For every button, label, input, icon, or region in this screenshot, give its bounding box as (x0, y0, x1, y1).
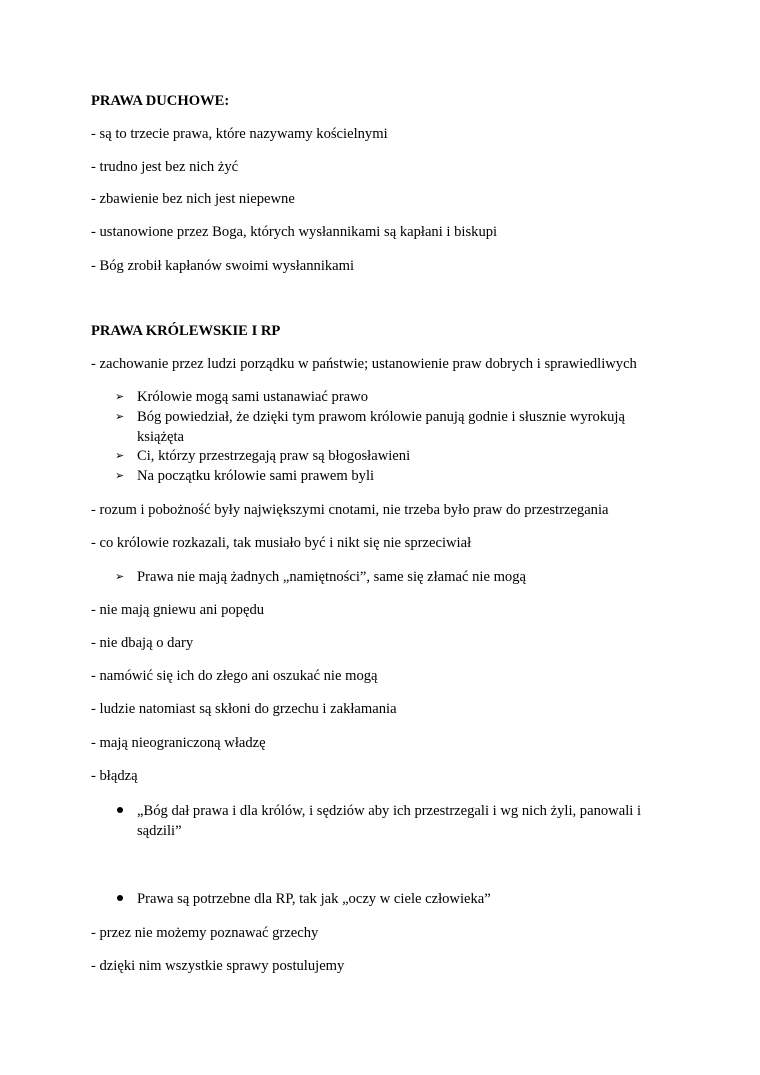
list-item: - Bóg zrobił kapłanów swoimi wysłannikami (91, 258, 355, 274)
arrow-list-text: Na początku królowie sami prawem byli (137, 468, 375, 484)
arrowhead-bullet-icon: ➢ (115, 570, 125, 583)
round-bullet-icon (117, 807, 123, 813)
arrowhead-bullet-icon: ➢ (115, 410, 125, 423)
list-item: - nie mają gniewu ani popędu (91, 602, 265, 618)
list-item: - przez nie możemy poznawać grzechy (91, 925, 319, 941)
heading-prawa-krolewskie: PRAWA KRÓLEWSKIE I RP (91, 323, 281, 339)
arrowhead-bullet-icon: ➢ (115, 469, 125, 482)
arrowhead-bullet-icon: ➢ (115, 449, 125, 462)
arrow-list-text: Prawa nie mają żadnych „namiętności”, same się złamać nie mogą (137, 569, 527, 585)
bullet-text: Prawa są potrzebne dla RP, tak jak „oczy w ciele człowieka” (137, 891, 491, 907)
arrow-list-text: Królowie mogą sami ustanawiać prawo (137, 389, 368, 405)
list-item: - nie dbają o dary (91, 635, 194, 651)
list-item: - błądzą (91, 768, 138, 784)
list-item: - dzięki nim wszystkie sprawy postulujemy (91, 958, 345, 974)
list-item: - są to trzecie prawa, które nazywamy kościelnymi (91, 126, 388, 142)
list-item: - trudno jest bez nich żyć (91, 159, 239, 175)
list-item: - zbawienie bez nich jest niepewne (91, 191, 295, 207)
bullet-text: sądzili” (137, 823, 182, 839)
heading-prawa-duchowe: PRAWA DUCHOWE: (91, 93, 230, 109)
list-item: - ustanowione przez Boga, których wysłannikami są kapłani i biskupi (91, 224, 498, 240)
list-item: - zachowanie przez ludzi porządku w państwie; ustanowienie praw dobrych i sprawiedliwych (91, 356, 637, 372)
round-bullet-icon (117, 895, 123, 901)
list-item: - mają nieograniczoną władzę (91, 735, 266, 751)
list-item: - rozum i pobożność były największymi cnotami, nie trzeba było praw do przestrzegania (91, 502, 609, 518)
arrow-list-text: Bóg powiedział, że dzięki tym prawom królowie panują godnie i słusznie wyrokują (137, 409, 625, 425)
list-item: - co królowie rozkazali, tak musiało być i nikt się nie sprzeciwiał (91, 535, 472, 551)
arrow-list-text: książęta (137, 429, 184, 445)
arrow-list-text: Ci, którzy przestrzegają praw są błogosławieni (137, 448, 411, 464)
list-item: - namówić się ich do złego ani oszukać nie mogą (91, 668, 378, 684)
list-item: - ludzie natomiast są skłoni do grzechu i zakłamania (91, 701, 397, 717)
arrowhead-bullet-icon: ➢ (115, 390, 125, 403)
bullet-text: „Bóg dał prawa i dla królów, i sędziów aby ich przestrzegali i wg nich żyli, panowali i (137, 803, 642, 819)
